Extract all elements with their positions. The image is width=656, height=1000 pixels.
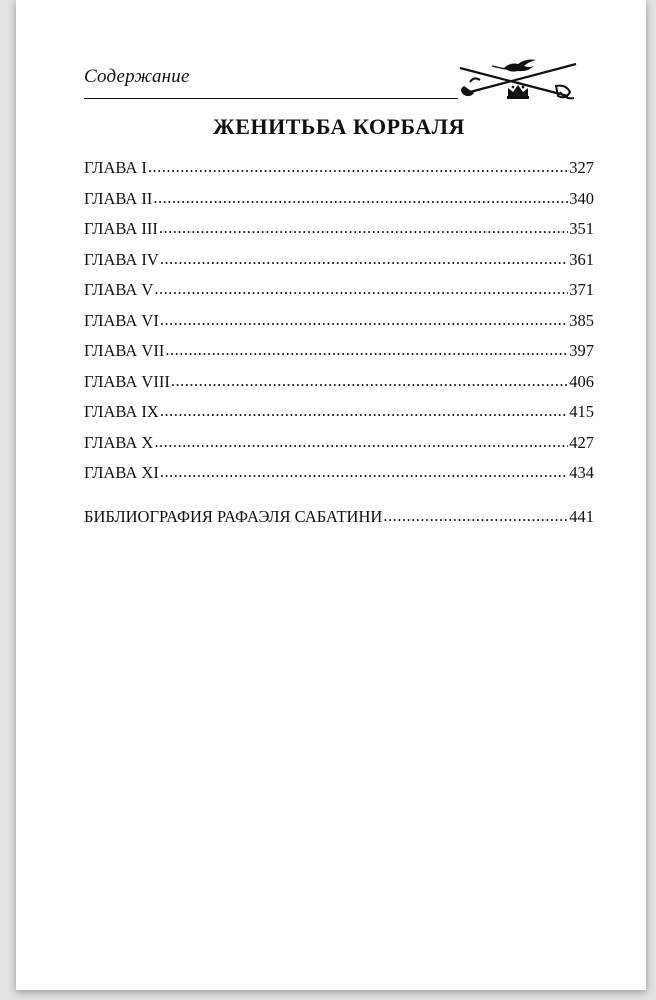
- toc-entry-bibliography[interactable]: [84, 502, 594, 533]
- book-page: [16, 0, 646, 990]
- toc-entry-page: 371: [569, 280, 594, 299]
- toc-entry-page: 427: [569, 432, 594, 452]
- toc-entry[interactable]: [84, 397, 594, 428]
- toc-entry-label: ГЛАВА VII: [84, 341, 165, 360]
- dot-leader: [160, 396, 568, 427]
- toc-entry-page: 434: [569, 463, 594, 482]
- dot-leader: [160, 244, 568, 275]
- toc-entry-page: 441: [569, 506, 594, 526]
- dot-leader: [153, 183, 568, 214]
- toc-entry-page: 397: [569, 341, 594, 360]
- toc-entry[interactable]: [84, 458, 594, 489]
- toc-entry[interactable]: [84, 428, 594, 459]
- toc-entry-page: 385: [569, 310, 594, 330]
- dot-leader: [154, 427, 568, 458]
- dot-leader: [154, 274, 568, 305]
- toc-entry[interactable]: [84, 336, 594, 367]
- table-of-contents: [84, 153, 594, 532]
- toc-entry-label: ГЛАВА IX: [84, 402, 159, 421]
- page-header: [84, 62, 594, 106]
- dot-leader: [165, 335, 568, 366]
- toc-entry[interactable]: [84, 275, 594, 306]
- toc-entry-label: ГЛАВА IV: [84, 249, 159, 269]
- section-label: Содержание: [84, 66, 190, 87]
- toc-entry-label: БИБЛИОГРАФИЯ РАФАЭЛЯ САБАТИНИ: [84, 506, 383, 526]
- toc-entry-page: 406: [569, 371, 594, 391]
- toc-entry[interactable]: [84, 153, 594, 184]
- toc-entry[interactable]: [84, 306, 594, 337]
- toc-entry[interactable]: [84, 184, 594, 215]
- toc-entry-label: ГЛАВА VIII: [84, 371, 170, 391]
- toc-entry-label: ГЛАВА III: [84, 219, 158, 238]
- dot-leader: [383, 501, 568, 532]
- toc-entry-label: ГЛАВА I: [84, 158, 147, 177]
- toc-entry-page: 351: [569, 219, 594, 238]
- toc-entry-page: 340: [569, 188, 594, 208]
- dot-leader: [160, 305, 568, 336]
- toc-entry-label: ГЛАВА II: [84, 188, 153, 208]
- crossed-swords-bird-crown-icon: [456, 56, 580, 106]
- header-rule: [84, 98, 458, 99]
- toc-entry[interactable]: [84, 214, 594, 245]
- toc-entry-page: 415: [569, 402, 594, 421]
- toc-entry-page: 327: [569, 158, 594, 177]
- toc-entry[interactable]: [84, 367, 594, 398]
- dot-leader: [160, 457, 568, 488]
- toc-entry-label: ГЛАВА VI: [84, 310, 159, 330]
- dot-leader: [148, 152, 568, 183]
- toc-entry-label: ГЛАВА X: [84, 432, 154, 452]
- toc-entry[interactable]: [84, 245, 594, 276]
- book-title: ЖЕНИТЬБА КОРБАЛЯ: [213, 114, 465, 139]
- toc-entry-label: ГЛАВА V: [84, 280, 154, 299]
- toc-entry-page: 361: [569, 249, 594, 269]
- toc-entry-label: ГЛАВА XI: [84, 463, 159, 482]
- dot-leader: [171, 366, 568, 397]
- dot-leader: [159, 213, 568, 244]
